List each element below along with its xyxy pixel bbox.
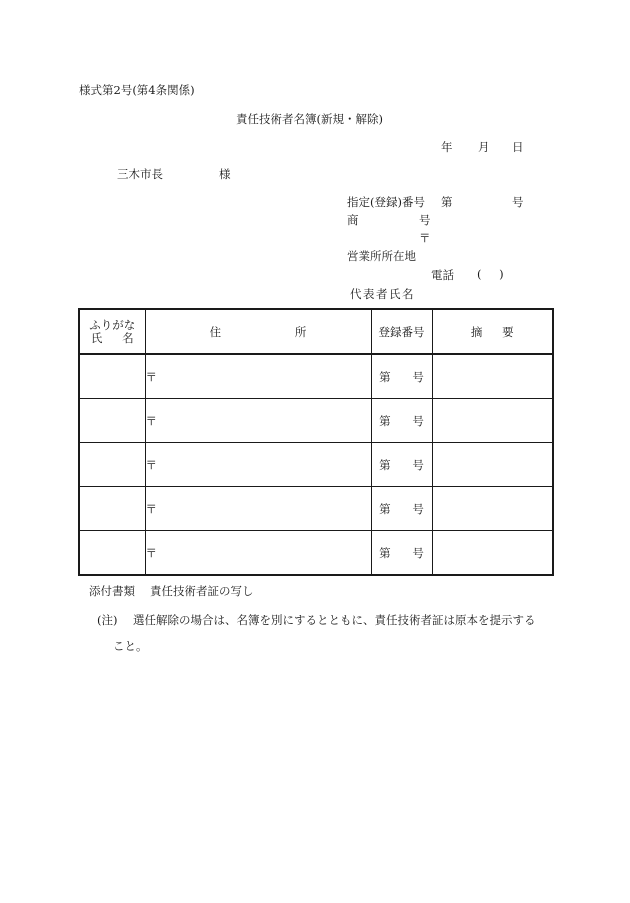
phone-area-code-parens: ( ) bbox=[477, 267, 504, 281]
cell-name[interactable] bbox=[79, 531, 145, 576]
note-text-line1: 選任解除の場合は、名簿を別にするとともに、責任技術者証は原本を提示する bbox=[133, 613, 536, 627]
technician-roster-table bbox=[78, 308, 554, 576]
table-header-row bbox=[79, 309, 553, 354]
document-title: 責任技術者名簿(新規・解除) bbox=[236, 112, 383, 126]
cell-name[interactable] bbox=[79, 354, 145, 399]
postal-mark-icon: 〒 bbox=[145, 369, 157, 384]
table-row bbox=[79, 443, 553, 487]
header-name-kana: ふりがな bbox=[89, 317, 136, 332]
cell-name[interactable] bbox=[79, 399, 145, 443]
cell-name[interactable] bbox=[79, 443, 145, 487]
postal-mark-icon: 〒 bbox=[145, 545, 157, 560]
cell-registration-number[interactable] bbox=[371, 487, 432, 531]
date-month-label: 月 bbox=[478, 140, 490, 154]
registration-number-prefix: 第 bbox=[441, 195, 453, 209]
table-row bbox=[79, 487, 553, 531]
table-row bbox=[79, 399, 553, 443]
cell-registration-number[interactable] bbox=[371, 399, 432, 443]
postal-mark-icon: 〒 bbox=[145, 501, 157, 516]
cell-remarks[interactable] bbox=[432, 531, 553, 576]
header-name-kanji: 氏 名 bbox=[90, 330, 134, 345]
cell-remarks[interactable] bbox=[432, 354, 553, 399]
registration-number-text: 第 号 bbox=[379, 501, 424, 516]
cell-address[interactable] bbox=[145, 487, 371, 531]
cell-remarks[interactable] bbox=[432, 487, 553, 531]
cell-name[interactable] bbox=[79, 487, 145, 531]
attachment-label: 添付書類 bbox=[89, 584, 135, 598]
postal-mark-icon: 〒 bbox=[145, 413, 157, 428]
postal-mark-icon: 〒 bbox=[419, 231, 431, 245]
cell-registration-number[interactable] bbox=[371, 531, 432, 576]
note-label: (注) bbox=[97, 613, 118, 627]
date-year-label: 年 bbox=[441, 140, 453, 154]
addressee-honorific: 様 bbox=[219, 167, 231, 181]
cell-address[interactable] bbox=[145, 443, 371, 487]
cell-address[interactable] bbox=[145, 399, 371, 443]
cell-remarks[interactable] bbox=[432, 443, 553, 487]
registration-number-text: 第 号 bbox=[379, 545, 424, 560]
header-remarks: 摘 要 bbox=[432, 309, 553, 354]
attachment-value: 責任技術者証の写し bbox=[150, 584, 254, 598]
table-row bbox=[79, 531, 553, 576]
addressee-name: 三木市長 bbox=[117, 167, 163, 181]
registration-number-text: 第 号 bbox=[379, 369, 424, 384]
registration-number-suffix: 号 bbox=[512, 195, 524, 209]
registration-number-label: 指定(登録)番号 bbox=[347, 195, 425, 209]
postal-mark-icon: 〒 bbox=[145, 457, 157, 472]
trade-name-label-part2: 号 bbox=[419, 213, 431, 227]
phone-label: 電話 bbox=[431, 268, 454, 282]
header-name bbox=[79, 309, 145, 354]
cell-registration-number[interactable] bbox=[371, 354, 432, 399]
cell-remarks[interactable] bbox=[432, 399, 553, 443]
trade-name-label-part1: 商 bbox=[347, 213, 359, 227]
office-location-label: 営業所所在地 bbox=[347, 249, 416, 263]
table-row bbox=[79, 354, 553, 399]
cell-address[interactable] bbox=[145, 531, 371, 576]
cell-registration-number[interactable] bbox=[371, 443, 432, 487]
note-text-line2: こと。 bbox=[113, 639, 148, 653]
header-registration-number: 登録番号 bbox=[371, 309, 432, 354]
cell-address[interactable] bbox=[145, 354, 371, 399]
header-address: 住 所 bbox=[145, 309, 371, 354]
registration-number-text: 第 号 bbox=[379, 413, 424, 428]
date-day-label: 日 bbox=[512, 140, 524, 154]
form-number: 様式第2号(第4条関係) bbox=[79, 83, 195, 97]
representative-name-label: 代表者氏名 bbox=[350, 287, 415, 301]
registration-number-text: 第 号 bbox=[379, 457, 424, 472]
